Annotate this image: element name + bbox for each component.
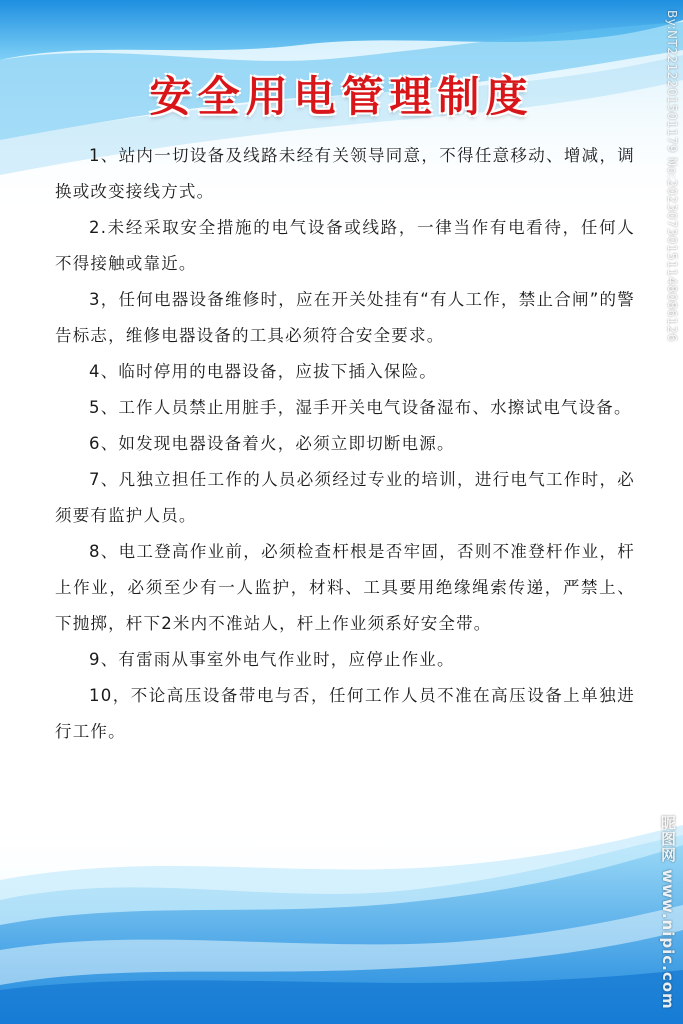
watermark-id: By:NT2212201501179 No:20230730151148086126 — [665, 10, 679, 342]
rule-item: 3，任何电器设备维修时，应在开关处挂有“有人工作，禁止合闸”的警告标志，维修电器设备的工具必须符合安全要求。 — [55, 290, 635, 345]
rule-item: 10，不论高压设备带电与否，任何工作人员不准在高压设备上单独进行工作。 — [55, 686, 635, 741]
rule-item: 9、有雷雨从事室外电气作业时，应停止作业。 — [89, 650, 455, 669]
watermark-logo: 昵图网 www.nipic.com — [659, 815, 677, 1010]
rule-item: 7、凡独立担任工作的人员必须经过专业的培训，进行电气工作时，必须要有监护人员。 — [55, 470, 635, 525]
rule-item: 5、工作人员禁止用脏手，湿手开关电气设备湿布、水擦试电气设备。 — [89, 398, 632, 417]
rules-list — [55, 138, 635, 750]
rule-item: 2.未经采取安全措施的电气设备或线路，一律当作有电看待，任何人不得接触或靠近。 — [55, 218, 635, 273]
poster-title: 安全用电管理制度 — [149, 72, 534, 121]
rule-item: 1、站内一切设备及线路未经有关领导同意，不得任意移动、增减，调换或改变接线方式。 — [55, 146, 635, 201]
rule-item: 8、电工登高作业前，必须检查杆根是否牢固，否则不准登杆作业，杆上作业，必须至少有一人监护，材料、工具要用绝缘绳索传递，严禁上、下抛掷，杆下2米内不准站人，杆上作业须系好安全带。 — [55, 542, 635, 633]
rule-item: 6、如发现电器设备着火，必须立即切断电源。 — [89, 434, 455, 453]
rule-item: 4、临时停用的电器设备，应拔下插入保险。 — [89, 362, 437, 381]
